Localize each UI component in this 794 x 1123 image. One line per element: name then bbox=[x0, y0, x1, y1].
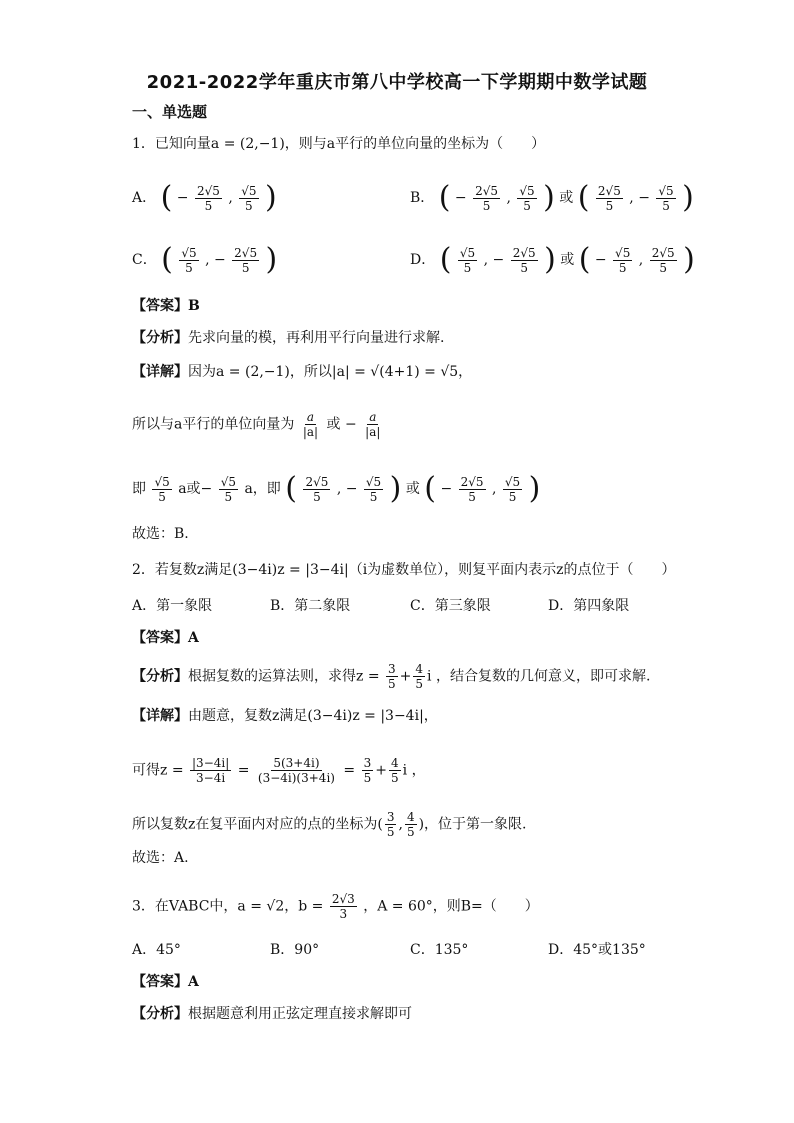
denominator: 5 bbox=[415, 677, 424, 691]
numerator: √5 bbox=[154, 474, 170, 489]
fraction bbox=[330, 892, 357, 921]
numerator: 3 bbox=[388, 662, 396, 676]
q2-answer bbox=[132, 628, 199, 648]
equals-sign: = bbox=[343, 762, 356, 779]
fraction bbox=[301, 410, 320, 439]
q2-choose: 故选：A. bbox=[132, 850, 189, 866]
detail-text: 由题意，复数z满足(3−4i)z = |3−4i|， bbox=[188, 708, 438, 724]
minus-sign: − bbox=[213, 252, 226, 268]
fraction bbox=[239, 184, 258, 213]
minus-sign: − bbox=[344, 416, 357, 433]
answer-text: 【答案】A bbox=[132, 630, 199, 646]
fraction bbox=[179, 246, 198, 275]
fraction bbox=[195, 184, 222, 213]
q2-detail-line1 bbox=[132, 706, 438, 726]
denominator: 5 bbox=[659, 260, 667, 275]
minus-sign: − bbox=[594, 252, 607, 268]
paren: ) bbox=[682, 180, 694, 215]
detail-text: 因为a = (2,−1)，所以|a| = √(4+1) = √5， bbox=[188, 364, 473, 380]
fraction bbox=[232, 246, 259, 275]
minus-sign: − bbox=[638, 190, 650, 206]
denominator: 5 bbox=[482, 198, 491, 213]
paren: ( bbox=[161, 242, 173, 277]
minus-sign: − bbox=[492, 252, 505, 268]
comma: , bbox=[629, 190, 634, 206]
denominator: 5 bbox=[158, 489, 166, 504]
numerator: √5 bbox=[241, 183, 257, 198]
denominator: 5 bbox=[241, 260, 250, 275]
paren: ) bbox=[528, 471, 541, 506]
comma: , bbox=[205, 252, 210, 268]
denominator: 5 bbox=[204, 198, 213, 213]
stem-text: 3．在VABC中，a = √2，b = bbox=[132, 898, 324, 915]
fraction bbox=[656, 184, 675, 213]
denominator: 5 bbox=[523, 198, 531, 213]
detail-tag: 【详解】 bbox=[132, 708, 188, 724]
comma: , bbox=[336, 481, 342, 497]
fraction bbox=[517, 184, 536, 213]
fraction bbox=[385, 810, 397, 839]
paren: ) bbox=[389, 471, 402, 506]
q2-option-c: C．第三象限 bbox=[410, 598, 491, 614]
numerator: 4 bbox=[390, 756, 399, 770]
q2-detail-line2 bbox=[132, 756, 426, 785]
q2-detail-line3 bbox=[132, 810, 527, 839]
q3-answer bbox=[132, 972, 199, 992]
comma: , bbox=[483, 252, 489, 268]
comma: , bbox=[228, 190, 233, 206]
minus-sign: − bbox=[454, 190, 467, 206]
analysis-text: 根据题意利用正弦定理直接求解即可 bbox=[188, 1006, 412, 1022]
denominator: 5 bbox=[224, 489, 233, 504]
q1-stem: 1．已知向量a = (2,−1)，则与a平行的单位向量的坐标为（ ） bbox=[132, 136, 546, 152]
fraction bbox=[389, 756, 401, 785]
paren: ( bbox=[439, 242, 452, 277]
paren: ( bbox=[424, 471, 436, 506]
imaginary-unit: i bbox=[402, 762, 408, 779]
numerator: 2√5 bbox=[651, 245, 675, 260]
q2-option-b: B．第二象限 bbox=[270, 598, 351, 614]
detail-text: a或− bbox=[178, 481, 213, 497]
paren: ) bbox=[683, 242, 695, 277]
q3-analysis bbox=[132, 1004, 412, 1024]
fraction bbox=[362, 756, 374, 785]
or-word: 或 bbox=[560, 252, 575, 268]
fraction bbox=[219, 475, 238, 504]
numerator: 2√5 bbox=[234, 245, 258, 260]
numerator: √5 bbox=[519, 183, 535, 198]
detail-tag: 【详解】 bbox=[132, 364, 188, 380]
numerator: |3−4i| bbox=[192, 756, 230, 770]
q1-option-c bbox=[132, 242, 278, 277]
detail-text: 可得z = bbox=[132, 762, 184, 779]
denominator: |a| bbox=[365, 425, 381, 439]
analysis-text: 根据复数的运算法则，求得z = bbox=[188, 668, 380, 685]
analysis-text: 先求向量的模，再利用平行向量进行求解. bbox=[188, 330, 445, 346]
paren: ( bbox=[577, 180, 590, 215]
q3-option-a: A．45° bbox=[132, 942, 181, 958]
paren: ( bbox=[578, 242, 591, 277]
numerator: √5 bbox=[365, 474, 382, 489]
comma: , bbox=[506, 190, 511, 206]
plus-sign: + bbox=[375, 762, 387, 779]
comma: , bbox=[398, 816, 403, 833]
analysis-text: ，结合复数的几何意义，即可求解. bbox=[435, 668, 651, 685]
analysis-tag: 【分析】 bbox=[132, 1006, 188, 1022]
paren: ) bbox=[264, 180, 277, 215]
q2-option-d: D．第四象限 bbox=[548, 598, 630, 614]
fraction bbox=[405, 810, 417, 839]
analysis-tag: 【分析】 bbox=[132, 330, 188, 346]
q2-analysis bbox=[132, 662, 650, 691]
numerator: √5 bbox=[504, 474, 521, 489]
denominator: 5 bbox=[185, 260, 193, 275]
analysis-tag: 【分析】 bbox=[132, 668, 188, 685]
q3-option-d: D．45°或135° bbox=[548, 942, 646, 958]
paren: ( bbox=[438, 180, 451, 215]
numerator: √5 bbox=[658, 183, 674, 198]
denominator: 5 bbox=[662, 198, 670, 213]
fraction bbox=[503, 475, 522, 504]
numerator: 2√5 bbox=[196, 183, 220, 198]
q1-analysis bbox=[132, 328, 444, 348]
plus-sign: + bbox=[399, 668, 412, 685]
stem-text: ，A = 60°，则B=（ ） bbox=[363, 898, 539, 915]
denominator: 5 bbox=[520, 260, 528, 275]
q3-option-c: C．135° bbox=[410, 942, 469, 958]
denominator: 5 bbox=[618, 260, 627, 275]
fraction bbox=[511, 246, 538, 275]
denominator: 5 bbox=[463, 260, 472, 275]
denominator: 5 bbox=[468, 489, 476, 504]
denominator: (3−4i)(3+4i) bbox=[257, 771, 335, 785]
numerator: a bbox=[369, 410, 377, 424]
equals-sign: = bbox=[237, 762, 250, 779]
q2-stem: 2．若复数z满足(3−4i)z = |3−4i|（i为虚数单位），则复平面内表示z的点位于（ ） bbox=[132, 562, 676, 578]
minus-sign: − bbox=[176, 190, 189, 206]
denominator: 5 bbox=[406, 825, 415, 839]
fraction bbox=[303, 475, 330, 504]
numerator: 2√5 bbox=[475, 183, 499, 198]
comma: , bbox=[638, 252, 644, 268]
fraction bbox=[364, 475, 383, 504]
detail-text: )，位于第一象限. bbox=[418, 816, 527, 833]
numerator: √5 bbox=[181, 245, 197, 260]
q1-detail-line2 bbox=[132, 410, 384, 439]
section-heading: 一、单选题 bbox=[132, 103, 208, 121]
fraction bbox=[596, 184, 623, 213]
q1-detail-line3 bbox=[132, 471, 541, 506]
q2-option-a: A．第一象限 bbox=[132, 598, 213, 614]
denominator: |a| bbox=[302, 425, 319, 439]
numerator: 5(3+4i) bbox=[273, 756, 320, 770]
numerator: 2√3 bbox=[331, 892, 355, 906]
paren: ) bbox=[265, 242, 278, 277]
comma: , bbox=[492, 481, 497, 497]
q1-detail-line1 bbox=[132, 362, 472, 382]
numerator: 3 bbox=[363, 756, 372, 770]
answer-text: 【答案】B bbox=[132, 298, 200, 314]
denominator: 5 bbox=[388, 677, 396, 691]
fraction bbox=[459, 475, 486, 504]
q1-option-b-label: B． bbox=[410, 190, 435, 206]
numerator: 2√5 bbox=[305, 474, 329, 489]
q1-option-c-label: C． bbox=[132, 252, 157, 268]
q1-choose: 故选：B. bbox=[132, 526, 189, 542]
numerator: 4 bbox=[406, 810, 415, 824]
numerator: 2√5 bbox=[597, 183, 621, 198]
paren: ) bbox=[544, 242, 556, 277]
q1-answer bbox=[132, 296, 200, 316]
detail-text: 所以复数z在复平面内对应的点的坐标为( bbox=[132, 816, 383, 833]
answer-text: 【答案】A bbox=[132, 974, 199, 990]
denominator: 5 bbox=[605, 198, 614, 213]
detail-text: 即 bbox=[132, 481, 146, 497]
fraction bbox=[256, 756, 337, 785]
or-word: 或 bbox=[405, 481, 420, 497]
denominator: 5 bbox=[390, 771, 399, 785]
numerator: √5 bbox=[459, 245, 476, 260]
minus-sign: − bbox=[440, 481, 453, 497]
denominator: 5 bbox=[363, 771, 372, 785]
q1-option-b bbox=[410, 180, 694, 215]
numerator: √5 bbox=[220, 474, 236, 489]
denominator: 5 bbox=[313, 489, 321, 504]
numerator: √5 bbox=[615, 245, 631, 260]
minus-sign: − bbox=[345, 481, 358, 497]
fraction bbox=[650, 246, 677, 275]
fraction bbox=[473, 184, 500, 213]
q1-option-a bbox=[132, 180, 277, 215]
denominator: 3 bbox=[339, 907, 348, 921]
fraction bbox=[458, 246, 477, 275]
numerator: 4 bbox=[415, 662, 424, 676]
fraction bbox=[413, 662, 425, 691]
numerator: a bbox=[306, 410, 315, 424]
numerator: 3 bbox=[386, 810, 395, 824]
or-word: 或 bbox=[326, 416, 341, 433]
q3-option-b: B．90° bbox=[270, 942, 320, 958]
q1-option-a-label: A． bbox=[132, 190, 157, 206]
paren: ) bbox=[543, 180, 555, 215]
denominator: 5 bbox=[508, 489, 517, 504]
fraction bbox=[363, 410, 382, 439]
q3-stem bbox=[132, 892, 539, 921]
fraction bbox=[386, 662, 398, 691]
detail-text: ， bbox=[411, 762, 426, 779]
denominator: 5 bbox=[386, 825, 395, 839]
numerator: 2√5 bbox=[460, 474, 484, 489]
detail-text: 所以与a平行的单位向量为 bbox=[132, 416, 295, 433]
numerator: 2√5 bbox=[512, 245, 536, 260]
paren: ( bbox=[285, 471, 297, 506]
denominator: 5 bbox=[245, 198, 253, 213]
fraction bbox=[152, 475, 171, 504]
detail-text: a，即 bbox=[244, 481, 281, 497]
denominator: 5 bbox=[369, 489, 378, 504]
page-title: 2021-2022学年重庆市第八中学校高一下学期期中数学试题 bbox=[146, 72, 648, 93]
denominator: 3−4i bbox=[196, 771, 226, 785]
paren: ( bbox=[160, 180, 173, 215]
fraction bbox=[190, 756, 231, 785]
q1-option-d-label: D． bbox=[410, 252, 436, 268]
imaginary-unit: i bbox=[427, 668, 432, 685]
fraction bbox=[613, 246, 632, 275]
q1-option-d bbox=[410, 242, 695, 277]
or-word: 或 bbox=[559, 190, 574, 206]
